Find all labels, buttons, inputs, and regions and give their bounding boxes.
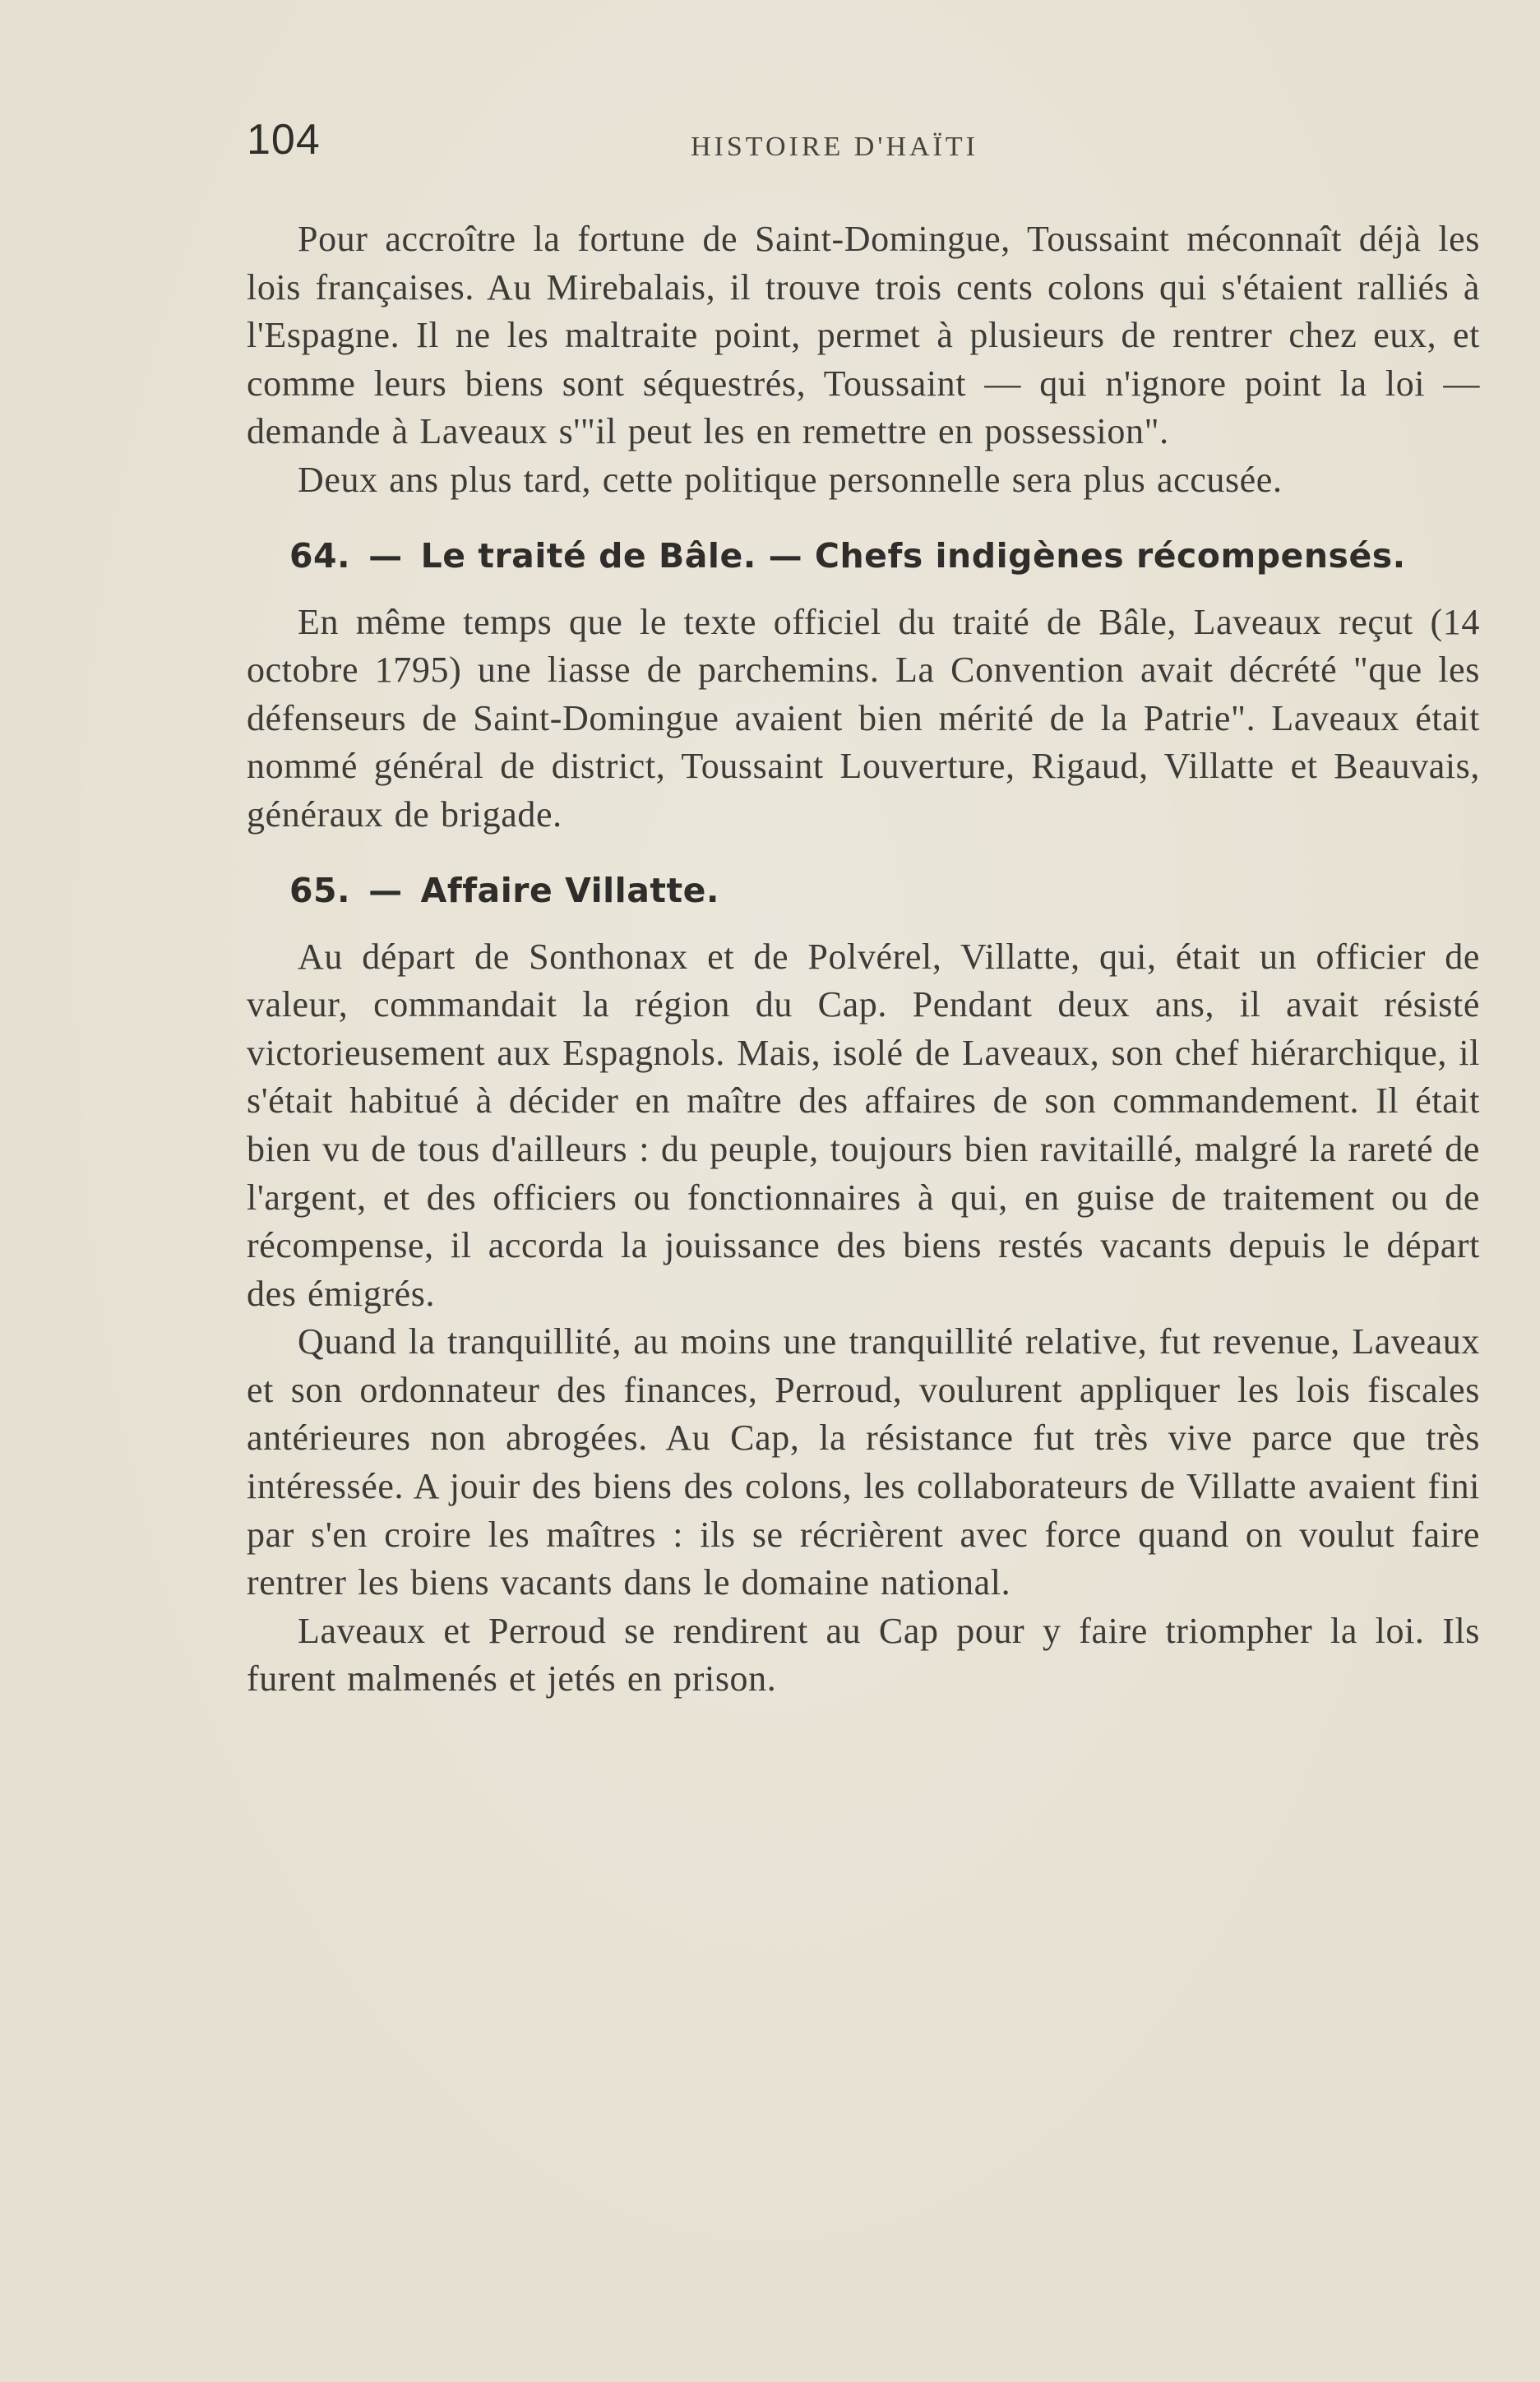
section-dash: — xyxy=(368,870,403,910)
section-title: Affaire Villatte. xyxy=(420,870,719,910)
paragraph: Quand la tranquillité, au moins une tranquillité relative, fut revenue, Laveaux et son ordonnateur des finances, Perroud, voulurent appliquer les lois fiscales antérieures non abrogées. Au Cap, la résistance fut très vive parce que très intéressée. A jouir des biens des colons, les collaborateurs de Villatte avaient fini par s'en croire les maîtres : ils se récrièrent avec force quand on voulut faire rentrer les biens vacants dans le domaine national. xyxy=(247,1321,1480,1603)
main-text xyxy=(247,215,1480,1704)
section-number: 64. xyxy=(289,535,351,576)
section-heading-64 xyxy=(289,536,1480,576)
page-header xyxy=(247,115,1480,173)
section-title: Le traité de Bâle. — Chefs indigènes récompensés. xyxy=(420,535,1406,576)
paragraph: Laveaux et Perroud se rendirent au Cap pour y faire triompher la loi. Ils furent malmenés et jetés en prison. xyxy=(247,1610,1480,1700)
page-number: 104 xyxy=(247,116,321,164)
running-title: HISTOIRE D'HAÏTI xyxy=(691,132,978,162)
paragraph: Pour accroître la fortune de Saint-Domingue, Toussaint méconnaît déjà les lois françaises. Au Mirebalais, il trouve trois cents colons qui s'étaient ralliés à l'Espagne. Il ne les maltraite point, permet à plusieurs de rentrer chez eux, et comme leurs biens sont séquestrés, Toussaint — qui n'ignore point la loi — demande à Laveaux s'"il peut les en remettre en possession". xyxy=(247,219,1480,452)
paragraph: En même temps que le texte officiel du traité de Bâle, Laveaux reçut (14 octobre 1795) une liasse de parchemins. La Convention avait décrété "que les défenseurs de Saint-Domingue avaient bien mérité de la Patrie". Laveaux était nommé général de district, Toussaint Louverture, Rigaud, Villatte et Beauvais, généraux de brigade. xyxy=(247,601,1480,835)
section-heading-65 xyxy=(289,871,1480,910)
paragraph: Au départ de Sonthonax et de Polvérel, Villatte, qui, était un officier de valeur, commandait la région du Cap. Pendant deux ans, il avait résisté victorieusement aux Espagnols. Mais, isolé de Laveaux, son chef hiérarchique, il s'était habitué à décider en maître des affaires de son commandement. Il était bien vu de tous d'ailleurs : du peuple, toujours bien ravitaillé, malgré la rareté de l'argent, et des officiers ou fonctionnaires à qui, en guise de traitement ou de récompense, il accorda la jouissance des biens restés vacants depuis le départ des émigrés. xyxy=(247,936,1480,1314)
section-dash: — xyxy=(368,535,403,576)
section-number: 65. xyxy=(289,870,351,910)
paragraph: Deux ans plus tard, cette politique personnelle sera plus accusée. xyxy=(298,459,1283,500)
